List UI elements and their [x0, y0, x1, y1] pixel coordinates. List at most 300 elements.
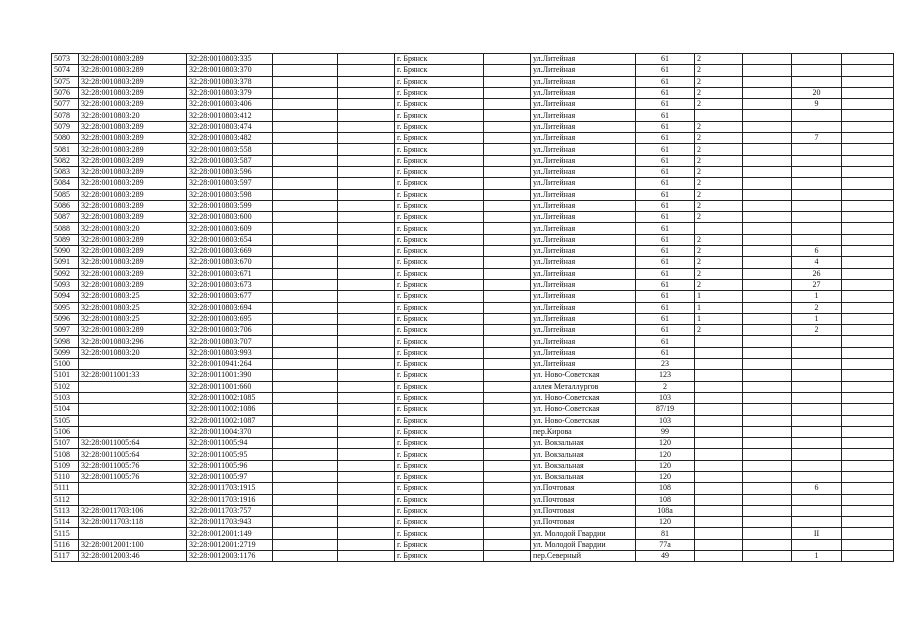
empty-cell [842, 189, 894, 200]
parent-cadastral-number: 32:28:0010803:289 [79, 155, 187, 166]
empty-cell [842, 415, 894, 426]
table-row [52, 505, 894, 516]
street: ул.Литейная [531, 257, 636, 268]
empty-cell [842, 178, 894, 189]
city: г. Брянск [395, 460, 484, 471]
row-number: 5115 [52, 528, 79, 539]
row-number: 5110 [52, 471, 79, 482]
table-row [52, 517, 894, 528]
house-number: 61 [636, 133, 695, 144]
building-number [695, 449, 743, 460]
table-row [52, 189, 894, 200]
cadastral-number: 32:28:0010803:669 [187, 246, 273, 257]
city: г. Брянск [395, 517, 484, 528]
empty-cell [273, 392, 338, 403]
street: ул.Литейная [531, 246, 636, 257]
empty-cell [484, 505, 531, 516]
house-number: 61 [636, 291, 695, 302]
cadastral-number: 32:28:0010803:370 [187, 65, 273, 76]
street: ул.Литейная [531, 302, 636, 313]
row-number: 5089 [52, 234, 79, 245]
building-number: 1 [695, 302, 743, 313]
house-number: 120 [636, 460, 695, 471]
empty-cell [273, 121, 338, 132]
empty-cell [273, 438, 338, 449]
house-number: 103 [636, 392, 695, 403]
empty-cell [484, 460, 531, 471]
street: ул. Ново-Советская [531, 404, 636, 415]
parent-cadastral-number: 32:28:0011005:64 [79, 449, 187, 460]
empty-cell [484, 234, 531, 245]
apartment-number [792, 517, 842, 528]
parent-cadastral-number: 32:28:0010803:20 [79, 110, 187, 121]
building-number [695, 223, 743, 234]
building-number [695, 438, 743, 449]
empty-cell [842, 223, 894, 234]
house-number: 61 [636, 87, 695, 98]
city: г. Брянск [395, 257, 484, 268]
street: ул.Литейная [531, 212, 636, 223]
city: г. Брянск [395, 426, 484, 437]
empty-cell [743, 415, 792, 426]
parent-cadastral-number [79, 494, 187, 505]
street: ул.Литейная [531, 336, 636, 347]
building-number [695, 505, 743, 516]
row-number: 5117 [52, 551, 79, 562]
street: ул.Литейная [531, 155, 636, 166]
city: г. Брянск [395, 110, 484, 121]
row-number: 5104 [52, 404, 79, 415]
parent-cadastral-number: 32:28:0010803:289 [79, 54, 187, 65]
table-row [52, 415, 894, 426]
empty-cell [484, 268, 531, 279]
building-number: 2 [695, 200, 743, 211]
empty-cell [484, 404, 531, 415]
house-number: 2 [636, 381, 695, 392]
table-row [52, 121, 894, 132]
parent-cadastral-number: 32:28:0010803:289 [79, 133, 187, 144]
empty-cell [743, 155, 792, 166]
empty-cell [484, 438, 531, 449]
building-number: 2 [695, 87, 743, 98]
cadastral-number: 32:28:0010803:677 [187, 291, 273, 302]
empty-cell [842, 302, 894, 313]
parent-cadastral-number: 32:28:0010803:289 [79, 76, 187, 87]
house-number: 81 [636, 528, 695, 539]
building-number [695, 471, 743, 482]
house-number: 23 [636, 359, 695, 370]
empty-cell [842, 110, 894, 121]
empty-cell [842, 325, 894, 336]
parent-cadastral-number: 32:28:0010803:289 [79, 121, 187, 132]
row-number: 5075 [52, 76, 79, 87]
building-number [695, 494, 743, 505]
row-number: 5073 [52, 54, 79, 65]
empty-cell [273, 144, 338, 155]
house-number: 120 [636, 449, 695, 460]
parent-cadastral-number: 32:28:0010803:25 [79, 313, 187, 324]
empty-cell [484, 370, 531, 381]
building-number [695, 528, 743, 539]
empty-cell [338, 494, 395, 505]
table-row [52, 551, 894, 562]
empty-cell [842, 200, 894, 211]
empty-cell [484, 133, 531, 144]
empty-cell [743, 166, 792, 177]
parent-cadastral-number [79, 381, 187, 392]
row-number: 5100 [52, 359, 79, 370]
cadastral-number: 32:28:0012003:1176 [187, 551, 273, 562]
building-number [695, 336, 743, 347]
row-number: 5094 [52, 291, 79, 302]
empty-cell [743, 144, 792, 155]
apartment-number: 2 [792, 302, 842, 313]
empty-cell [743, 87, 792, 98]
row-number: 5080 [52, 133, 79, 144]
building-number: 2 [695, 212, 743, 223]
empty-cell [338, 155, 395, 166]
street: ул.Литейная [531, 347, 636, 358]
house-number: 103 [636, 415, 695, 426]
empty-cell [842, 460, 894, 471]
empty-cell [743, 200, 792, 211]
street: ул.Литейная [531, 325, 636, 336]
building-number: 2 [695, 257, 743, 268]
city: г. Брянск [395, 539, 484, 550]
apartment-number: 4 [792, 257, 842, 268]
house-number: 61 [636, 302, 695, 313]
house-number: 120 [636, 438, 695, 449]
empty-cell [273, 76, 338, 87]
empty-cell [484, 517, 531, 528]
empty-cell [338, 99, 395, 110]
empty-cell [842, 212, 894, 223]
empty-cell [273, 268, 338, 279]
street: ул.Литейная [531, 291, 636, 302]
row-number: 5101 [52, 370, 79, 381]
cadastral-number: 32:28:0010803:694 [187, 302, 273, 313]
apartment-number [792, 336, 842, 347]
empty-cell [484, 336, 531, 347]
city: г. Брянск [395, 404, 484, 415]
empty-cell [338, 76, 395, 87]
empty-cell [273, 212, 338, 223]
empty-cell [338, 178, 395, 189]
building-number: 2 [695, 155, 743, 166]
empty-cell [842, 528, 894, 539]
parent-cadastral-number [79, 404, 187, 415]
empty-cell [338, 291, 395, 302]
city: г. Брянск [395, 268, 484, 279]
city: г. Брянск [395, 415, 484, 426]
table-row [52, 268, 894, 279]
parent-cadastral-number [79, 359, 187, 370]
city: г. Брянск [395, 370, 484, 381]
street: ул.Литейная [531, 133, 636, 144]
empty-cell [842, 87, 894, 98]
row-number: 5105 [52, 415, 79, 426]
table-row [52, 178, 894, 189]
house-number: 61 [636, 110, 695, 121]
empty-cell [743, 291, 792, 302]
empty-cell [273, 505, 338, 516]
street: ул.Литейная [531, 76, 636, 87]
empty-cell [842, 121, 894, 132]
apartment-number: 6 [792, 246, 842, 257]
city: г. Брянск [395, 551, 484, 562]
parent-cadastral-number [79, 415, 187, 426]
empty-cell [743, 359, 792, 370]
table-row [52, 200, 894, 211]
empty-cell [338, 144, 395, 155]
table-row [52, 392, 894, 403]
empty-cell [743, 449, 792, 460]
empty-cell [273, 246, 338, 257]
building-number: 2 [695, 279, 743, 290]
records-table [51, 53, 894, 562]
city: г. Брянск [395, 494, 484, 505]
building-number: 2 [695, 99, 743, 110]
row-number: 5079 [52, 121, 79, 132]
table-row [52, 279, 894, 290]
parent-cadastral-number: 32:28:0010803:289 [79, 279, 187, 290]
cadastral-number: 32:28:0011703:757 [187, 505, 273, 516]
empty-cell [338, 471, 395, 482]
row-number: 5083 [52, 166, 79, 177]
city: г. Брянск [395, 505, 484, 516]
apartment-number [792, 415, 842, 426]
empty-cell [338, 223, 395, 234]
empty-cell [842, 99, 894, 110]
city: г. Брянск [395, 291, 484, 302]
apartment-number [792, 189, 842, 200]
building-number [695, 539, 743, 550]
empty-cell [484, 144, 531, 155]
house-number: 77а [636, 539, 695, 550]
apartment-number [792, 234, 842, 245]
city: г. Брянск [395, 359, 484, 370]
city: г. Брянск [395, 483, 484, 494]
building-number: 2 [695, 178, 743, 189]
city: г. Брянск [395, 449, 484, 460]
street: ул.Литейная [531, 178, 636, 189]
empty-cell [338, 483, 395, 494]
empty-cell [338, 166, 395, 177]
street: ул.Литейная [531, 200, 636, 211]
house-number: 61 [636, 178, 695, 189]
empty-cell [743, 189, 792, 200]
parent-cadastral-number [79, 392, 187, 403]
empty-cell [842, 517, 894, 528]
street: аллея Металлургов [531, 381, 636, 392]
building-number [695, 370, 743, 381]
city: г. Брянск [395, 471, 484, 482]
house-number: 61 [636, 155, 695, 166]
cadastral-number: 32:28:0010803:707 [187, 336, 273, 347]
empty-cell [338, 302, 395, 313]
street: ул. Ново-Советская [531, 370, 636, 381]
empty-cell [338, 404, 395, 415]
street: ул.Почтовая [531, 505, 636, 516]
table-row [52, 539, 894, 550]
street: ул.Литейная [531, 144, 636, 155]
house-number: 61 [636, 121, 695, 132]
table-row [52, 359, 894, 370]
building-number: 2 [695, 325, 743, 336]
parent-cadastral-number [79, 528, 187, 539]
empty-cell [484, 381, 531, 392]
empty-cell [273, 483, 338, 494]
empty-cell [743, 54, 792, 65]
empty-cell [273, 178, 338, 189]
empty-cell [842, 347, 894, 358]
table-row [52, 336, 894, 347]
building-number: 2 [695, 166, 743, 177]
street: ул.Почтовая [531, 483, 636, 494]
empty-cell [842, 471, 894, 482]
cadastral-number: 32:28:0011703:1916 [187, 494, 273, 505]
empty-cell [743, 517, 792, 528]
row-number: 5091 [52, 257, 79, 268]
apartment-number [792, 144, 842, 155]
cadastral-number: 32:28:0011002:1087 [187, 415, 273, 426]
empty-cell [484, 54, 531, 65]
row-number: 5111 [52, 483, 79, 494]
parent-cadastral-number: 32:28:0011703:106 [79, 505, 187, 516]
empty-cell [484, 246, 531, 257]
empty-cell [842, 234, 894, 245]
building-number: 2 [695, 234, 743, 245]
street: ул. Молодой Гвардии [531, 528, 636, 539]
apartment-number [792, 200, 842, 211]
cadastral-number: 32:28:0010803:609 [187, 223, 273, 234]
table-row [52, 223, 894, 234]
row-number: 5084 [52, 178, 79, 189]
table-row [52, 449, 894, 460]
apartment-number: 9 [792, 99, 842, 110]
street: ул.Литейная [531, 279, 636, 290]
row-number: 5092 [52, 268, 79, 279]
table-row [52, 87, 894, 98]
apartment-number [792, 381, 842, 392]
empty-cell [842, 133, 894, 144]
city: г. Брянск [395, 65, 484, 76]
empty-cell [842, 505, 894, 516]
cadastral-number: 32:28:0011005:96 [187, 460, 273, 471]
row-number: 5074 [52, 65, 79, 76]
empty-cell [743, 133, 792, 144]
row-number: 5114 [52, 517, 79, 528]
parent-cadastral-number: 32:28:0010803:20 [79, 223, 187, 234]
street: ул.Литейная [531, 234, 636, 245]
city: г. Брянск [395, 347, 484, 358]
empty-cell [842, 65, 894, 76]
empty-cell [273, 370, 338, 381]
building-number: 2 [695, 121, 743, 132]
apartment-number [792, 449, 842, 460]
city: г. Брянск [395, 133, 484, 144]
table-row [52, 325, 894, 336]
empty-cell [743, 65, 792, 76]
building-number: 2 [695, 144, 743, 155]
parent-cadastral-number: 32:28:0011005:76 [79, 460, 187, 471]
city: г. Брянск [395, 392, 484, 403]
empty-cell [743, 460, 792, 471]
city: г. Брянск [395, 528, 484, 539]
empty-cell [338, 325, 395, 336]
row-number: 5088 [52, 223, 79, 234]
table-row [52, 313, 894, 324]
parent-cadastral-number: 32:28:0010803:289 [79, 166, 187, 177]
row-number: 5109 [52, 460, 79, 471]
row-number: 5081 [52, 144, 79, 155]
parent-cadastral-number: 32:28:0010803:289 [79, 189, 187, 200]
parent-cadastral-number: 32:28:0010803:289 [79, 257, 187, 268]
empty-cell [338, 359, 395, 370]
house-number: 120 [636, 471, 695, 482]
row-number: 5107 [52, 438, 79, 449]
cadastral-number: 32:28:0010941:264 [187, 359, 273, 370]
apartment-number [792, 438, 842, 449]
cadastral-number: 32:28:0012001:2719 [187, 539, 273, 550]
table-row [52, 426, 894, 437]
empty-cell [338, 528, 395, 539]
parent-cadastral-number: 32:28:0010803:289 [79, 99, 187, 110]
cadastral-number: 32:28:0010803:406 [187, 99, 273, 110]
parent-cadastral-number: 32:28:0010803:289 [79, 178, 187, 189]
empty-cell [273, 449, 338, 460]
apartment-number [792, 212, 842, 223]
apartment-number [792, 76, 842, 87]
parent-cadastral-number: 32:28:0011001:33 [79, 370, 187, 381]
empty-cell [273, 494, 338, 505]
house-number: 108 [636, 494, 695, 505]
street: ул.Литейная [531, 87, 636, 98]
cadastral-number: 32:28:0011703:943 [187, 517, 273, 528]
cadastral-number: 32:28:0010803:695 [187, 313, 273, 324]
empty-cell [338, 381, 395, 392]
cadastral-number: 32:28:0010803:587 [187, 155, 273, 166]
empty-cell [743, 404, 792, 415]
apartment-number: 6 [792, 483, 842, 494]
empty-cell [842, 449, 894, 460]
empty-cell [273, 279, 338, 290]
empty-cell [273, 359, 338, 370]
house-number: 61 [636, 279, 695, 290]
empty-cell [743, 257, 792, 268]
empty-cell [273, 539, 338, 550]
row-number: 5102 [52, 381, 79, 392]
street: ул.Литейная [531, 268, 636, 279]
empty-cell [484, 539, 531, 550]
empty-cell [842, 483, 894, 494]
cadastral-number: 32:28:0010803:596 [187, 166, 273, 177]
row-number: 5077 [52, 99, 79, 110]
row-number: 5112 [52, 494, 79, 505]
street: ул.Литейная [531, 223, 636, 234]
empty-cell [338, 449, 395, 460]
apartment-number: 7 [792, 133, 842, 144]
empty-cell [842, 76, 894, 87]
empty-cell [338, 438, 395, 449]
cadastral-number: 32:28:0011005:94 [187, 438, 273, 449]
empty-cell [743, 121, 792, 132]
empty-cell [743, 302, 792, 313]
house-number: 61 [636, 246, 695, 257]
building-number: 2 [695, 76, 743, 87]
empty-cell [338, 539, 395, 550]
building-number [695, 359, 743, 370]
